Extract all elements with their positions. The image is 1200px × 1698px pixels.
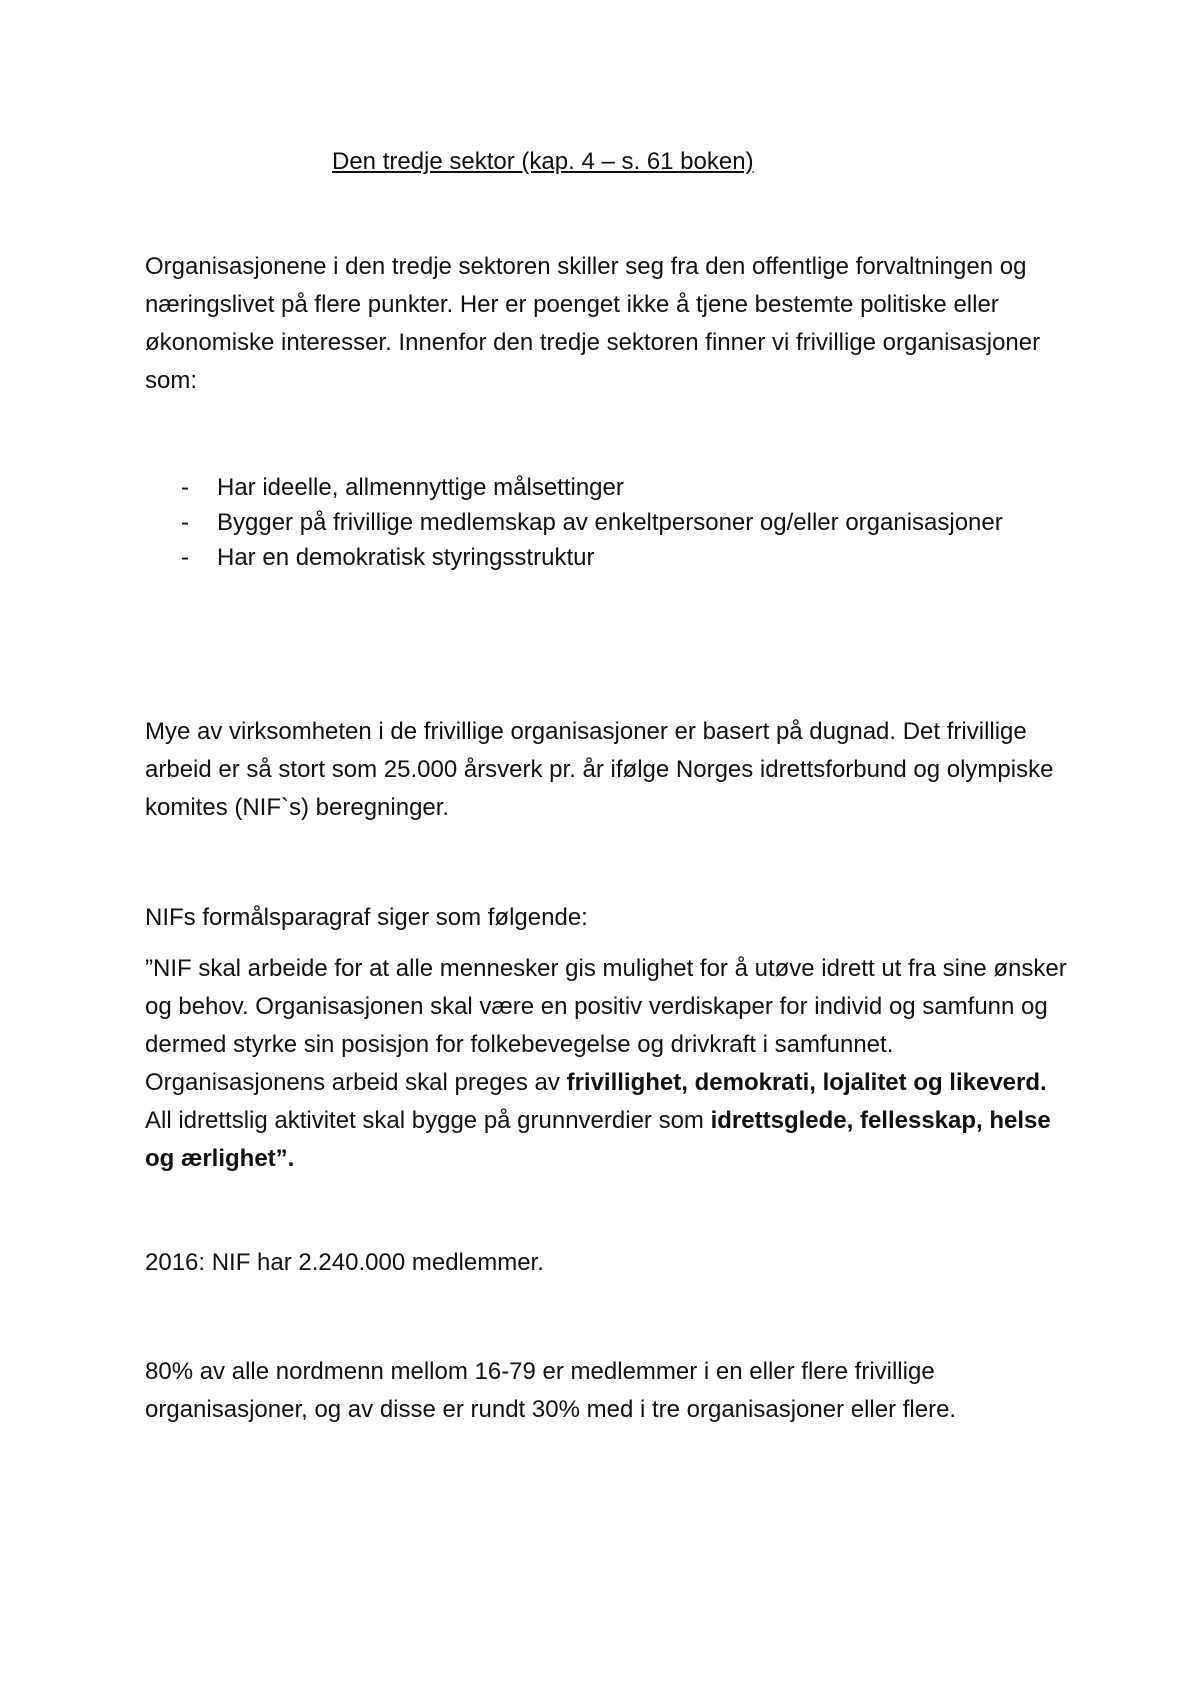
members-paragraph: 2016: NIF har 2.240.000 medlemmer. xyxy=(145,1249,544,1276)
dugnad-paragraph: Mye av virksomheten i de frivillige organisasjoner er basert på dugnad. Det frivillige arbeid er så stort som 25.000 årsverk pr. år ifølge Norges idrettsforbund og olympiske komites (NIF`s) beregninger. xyxy=(145,718,1054,821)
quote-bold-values: frivillighet, demokrati, lojalitet og likeverd. xyxy=(566,1069,1047,1096)
dash-bullet-icon: - xyxy=(181,474,189,501)
characteristics-list xyxy=(145,470,1070,575)
list-item xyxy=(145,505,1070,540)
quote-text: All idrettslig aktivitet skal bygge på grunnverdier som xyxy=(145,1107,711,1134)
page-title: Den tredje sektor (kap. 4 – s. 61 boken) xyxy=(332,148,754,175)
list-item-text: Bygger på frivillige medlemskap av enkeltpersoner og/eller organisasjoner xyxy=(217,509,1003,536)
nif-purpose-quote xyxy=(145,950,1070,1178)
dash-bullet-icon: - xyxy=(181,544,189,571)
quote-text: ”NIF skal arbeide for at alle mennesker gis mulighet for å utøve idrett ut fra sine ønsker og behov. Organisasjonen skal være en positiv verdiskaper for individ og samfunn og dermed styrke sin posisjon for folkebevegelse og drivkraft i samfunnet. Organisasjonens arbeid skal preges av xyxy=(145,955,1067,1096)
formaal-intro-paragraph: NIFs formålsparagraf siger som følgende: xyxy=(145,904,588,931)
dash-bullet-icon: - xyxy=(181,509,189,536)
list-item-text: Har en demokratisk styringsstruktur xyxy=(217,544,595,571)
membership-stats-paragraph: 80% av alle nordmenn mellom 16-79 er medlemmer i en eller flere frivillige organisasjoner, og av disse er rundt 30% med i tre organisasjoner eller flere. xyxy=(145,1358,957,1423)
intro-paragraph: Organisasjonene i den tredje sektoren skiller seg fra den offentlige forvaltningen og næringslivet på flere punkter. Her er poenget ikke å tjene bestemte politiske eller økonomiske interesser. Innenfor den tredje sektoren finner vi frivillige organisasjoner som: xyxy=(145,253,1041,394)
list-item xyxy=(145,540,1070,575)
list-item-text: Har ideelle, allmennyttige målsettinger xyxy=(217,474,624,501)
quote-bold-core-values: idrettsglede, fellesskap, helse og ærlighet”. xyxy=(145,1107,1051,1172)
list-item xyxy=(145,470,1070,505)
